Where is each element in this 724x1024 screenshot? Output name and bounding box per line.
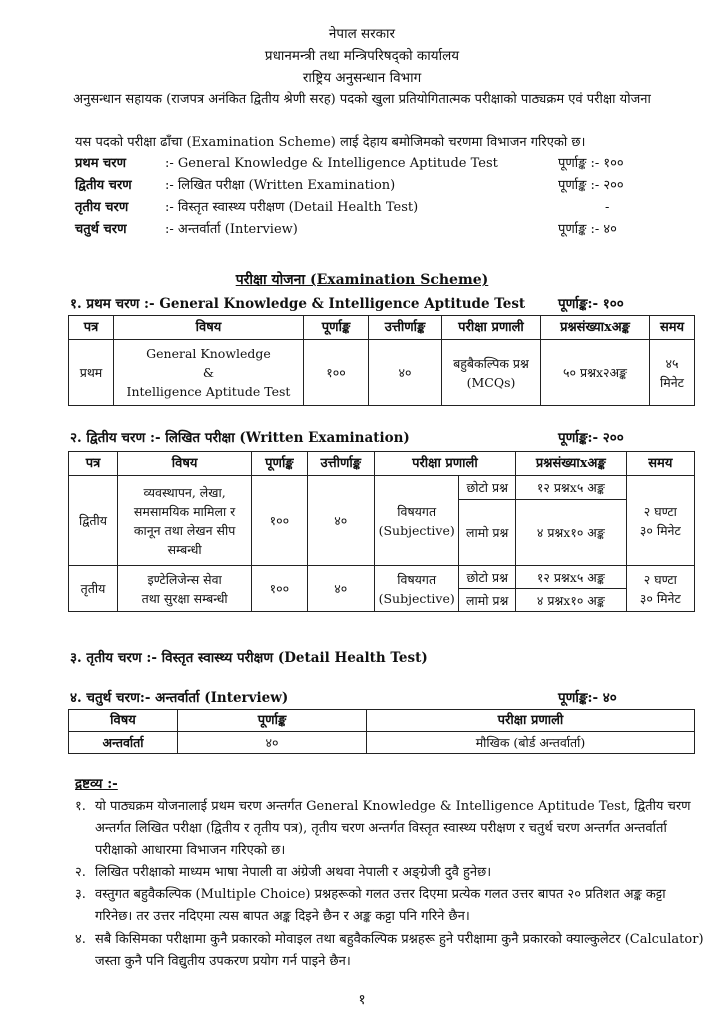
col-header: परीक्षा प्रणाली	[367, 710, 695, 732]
cell-question-type: लामो प्रश्न	[459, 589, 516, 612]
subject-line: &	[202, 365, 215, 380]
subject-line: व्यवस्थापन, लेखा,	[143, 484, 226, 500]
section4-table	[68, 709, 695, 754]
stage-desc: :- विस्तृत स्वास्थ्य परीक्षण (Detail Health Test)	[165, 200, 419, 215]
cell-full-marks: ४०	[178, 732, 367, 754]
section1-title: १. प्रथम चरण :- General Knowledge & Intelligence Aptitude Test	[70, 296, 526, 312]
col-header: प्रश्नसंख्याxअङ्क	[541, 316, 650, 340]
cell-time	[626, 566, 694, 612]
cell-exam-system	[374, 566, 459, 612]
header-document-title: अनुसन्धान सहायक (राजपत्र अनंकित द्वितीय श्रेणी सरह) पदको खुला प्रतियोगितात्मक परीक्षाको पाठ्यक्रम एवं परीक्षा योजना	[73, 92, 651, 107]
col-header: पत्र	[69, 452, 118, 476]
stage-row-1	[75, 153, 715, 175]
cell-exam-system: मौखिक (बोर्ड अन्तर्वार्ता)	[367, 732, 695, 754]
stage-label: तृतीय चरण	[75, 200, 129, 215]
scheme-title: परीक्षा योजना (Examination Scheme)	[235, 272, 489, 288]
system-line: बहुबैकल्पिक प्रश्न	[453, 355, 529, 371]
stage-marks: पूर्णाङ्क :- २००	[558, 178, 624, 193]
table-row	[69, 340, 695, 406]
cell-full-marks: १००	[304, 340, 369, 406]
system-line: (Subjective)	[378, 590, 455, 606]
col-header: प्रश्नसंख्याxअङ्क	[515, 452, 626, 476]
col-header: उत्तीर्णाङ्क	[369, 316, 442, 340]
stage-label: द्वितीय चरण	[75, 178, 132, 193]
stage-marks: पूर्णाङ्क :- १००	[558, 156, 624, 171]
stage-marks: पूर्णाङ्क :- ४०	[558, 222, 617, 237]
cell-pass-marks: ४०	[307, 566, 374, 612]
cell-pass-marks: ४०	[307, 476, 374, 566]
section1-marks: पूर्णाङ्क:- १००	[558, 296, 624, 312]
col-header: पूर्णाङ्क	[178, 710, 367, 732]
cell-questions-marks: ४ प्रश्नx१० अङ्क	[515, 500, 626, 566]
cell-questions-marks: ४ प्रश्नx१० अङ्क	[515, 589, 626, 612]
cell-full-marks: १००	[252, 476, 307, 566]
section2-table	[68, 451, 695, 612]
subject-line: तथा सुरक्षा सम्बन्धी	[141, 590, 228, 606]
cell-pass-marks: ४०	[369, 340, 442, 406]
note-item-4	[75, 929, 705, 973]
subject-line: सम्बन्धी	[167, 541, 202, 557]
cell-questions-marks: ५० प्रश्नx२अङ्क	[541, 340, 650, 406]
time-line: ३० मिनेट	[639, 522, 681, 538]
note-text: वस्तुगत बहुवैकल्पिक (Multiple Choice) प्रश्नहरूको गलत उत्तर दिएमा प्रत्येक गलत उत्तर बापत २० प्रतिशत अङ्क कट्टा गरिनेछ। तर उत्तर नदिएमा त्यस बापत अङ्क दिइने छैन र अङ्क कट्टा पनि गरिने छैन।	[95, 887, 666, 924]
note-number: १.	[75, 799, 86, 814]
col-header: पत्र	[69, 316, 114, 340]
cell-time	[626, 476, 694, 566]
cell-questions-marks: १२ प्रश्नx५ अङ्क	[515, 476, 626, 500]
subject-line: General Knowledge	[146, 346, 271, 361]
section2-marks: पूर्णाङ्क:- २००	[558, 430, 624, 446]
table-row	[69, 476, 695, 500]
time-line: २ घण्टा	[643, 503, 677, 519]
cell-subject	[118, 566, 252, 612]
note-item-3	[75, 884, 705, 928]
note-number: ३.	[75, 887, 86, 902]
note-text: सबै किसिमका परीक्षामा कुनै प्रकारको मोवाइल तथा बहुवैकल्पिक प्रश्नहरू हुने परीक्षामा कुनै प्रकारको क्याल्कुलेटर (Calculator) जस्ता कुनै पनि विद्युतीय उपकरण प्रयोग गर्न पाइने छैन।	[95, 932, 704, 969]
col-header: परीक्षा प्रणाली	[374, 452, 515, 476]
time-line: ३० मिनेट	[639, 590, 681, 606]
col-header: विषय	[69, 710, 178, 732]
system-line: विषयगत	[397, 503, 437, 519]
cell-exam-system	[374, 476, 459, 566]
col-header: विषय	[118, 452, 252, 476]
col-header: उत्तीर्णाङ्क	[307, 452, 374, 476]
col-header: विषय	[114, 316, 304, 340]
system-line: (Subjective)	[378, 522, 455, 538]
header-department: राष्ट्रिय अनुसन्धान विभाग	[302, 70, 422, 86]
intro-text: यस पदको परीक्षा ढाँचा (Examination Scheme) लाई देहाय बमोजिमको चरणमा विभाजन गरिएको छ।	[75, 135, 586, 150]
section4-title: ४. चतुर्थ चरण:- अन्तर्वार्ता (Interview)	[70, 690, 289, 706]
note-item-1	[75, 796, 705, 862]
stage-desc: :- अन्तर्वार्ता (Interview)	[165, 222, 298, 237]
subject-line: समसामयिक मामिला र	[133, 503, 236, 519]
header-office: प्रधानमन्त्री तथा मन्त्रिपरिषद्को कार्यालय	[264, 48, 460, 64]
table-row	[69, 732, 695, 754]
cell-paper: प्रथम	[69, 340, 114, 406]
stage-row-3	[75, 197, 715, 219]
cell-subject	[118, 476, 252, 566]
header-government: नेपाल सरकार	[328, 26, 396, 42]
note-number: ४.	[75, 932, 86, 947]
subject-line: इण्टेलिजेन्स सेवा	[147, 571, 222, 587]
col-header: समय	[626, 452, 694, 476]
cell-subject	[114, 340, 304, 406]
note-text: यो पाठ्यक्रम योजनालाई प्रथम चरण अन्तर्गत General Knowledge & Intelligence Aptitude Test, द्वितीय चरण अन्तर्गत लिखित परीक्षा (द्वितीय र तृतीय पत्र), तृतीय चरण अन्तर्गत विस्तृत स्वास्थ्य परीक्षण र चतुर्थ चरण अन्तर्गत अन्तर्वार्ता परीक्षाको आधारमा विभाजन गरिएको छ।	[95, 799, 691, 858]
time-line: २ घण्टा	[643, 571, 677, 587]
stage-label: प्रथम चरण	[75, 156, 126, 171]
cell-question-type: छोटो प्रश्न	[459, 566, 516, 589]
col-header: परीक्षा प्रणाली	[442, 316, 541, 340]
section3-title: ३. तृतीय चरण :- विस्तृत स्वास्थ्य परीक्षण (Detail Health Test)	[70, 650, 428, 666]
col-header: पूर्णाङ्क	[304, 316, 369, 340]
stage-desc: :- General Knowledge & Intelligence Aptitude Test	[165, 156, 498, 171]
stage-marks: -	[605, 200, 610, 215]
cell-time: ४५ मिनेट	[650, 340, 695, 406]
system-line: विषयगत	[397, 571, 437, 587]
subject-line: कानून तथा लेखन सीप	[133, 522, 236, 538]
stage-row-2	[75, 175, 715, 197]
cell-exam-system	[442, 340, 541, 406]
system-line: (MCQs)	[466, 374, 516, 390]
section4-marks: पूर्णाङ्क:- ४०	[558, 690, 617, 706]
note-item-2	[75, 862, 705, 884]
cell-full-marks: १००	[252, 566, 307, 612]
cell-subject: अन्तर्वार्ता	[69, 732, 178, 754]
col-header: पूर्णाङ्क	[252, 452, 307, 476]
stage-desc: :- लिखित परीक्षा (Written Examination)	[165, 178, 396, 193]
cell-paper: द्वितीय	[69, 476, 118, 566]
note-number: २.	[75, 865, 86, 880]
section2-title: २. द्वितीय चरण :- लिखित परीक्षा (Written Examination)	[70, 430, 410, 446]
cell-question-type: छोटो प्रश्न	[459, 476, 516, 500]
notes-title: द्रष्टव्य :-	[75, 776, 118, 792]
cell-question-type: लामो प्रश्न	[459, 500, 516, 566]
table-row	[69, 566, 695, 589]
section1-table	[68, 315, 695, 406]
stage-row-4	[75, 219, 715, 241]
stage-label: चतुर्थ चरण	[75, 222, 127, 237]
cell-questions-marks: १२ प्रश्नx५ अङ्क	[515, 566, 626, 589]
note-text: लिखित परीक्षाको माध्यम भाषा नेपाली वा अंग्रेजी अथवा नेपाली र अङ्ग्रेजी दुवै हुनेछ।	[95, 865, 492, 880]
cell-paper: तृतीय	[69, 566, 118, 612]
subject-line: Intelligence Aptitude Test	[126, 384, 291, 399]
page-number: १	[358, 992, 366, 1008]
col-header: समय	[650, 316, 695, 340]
